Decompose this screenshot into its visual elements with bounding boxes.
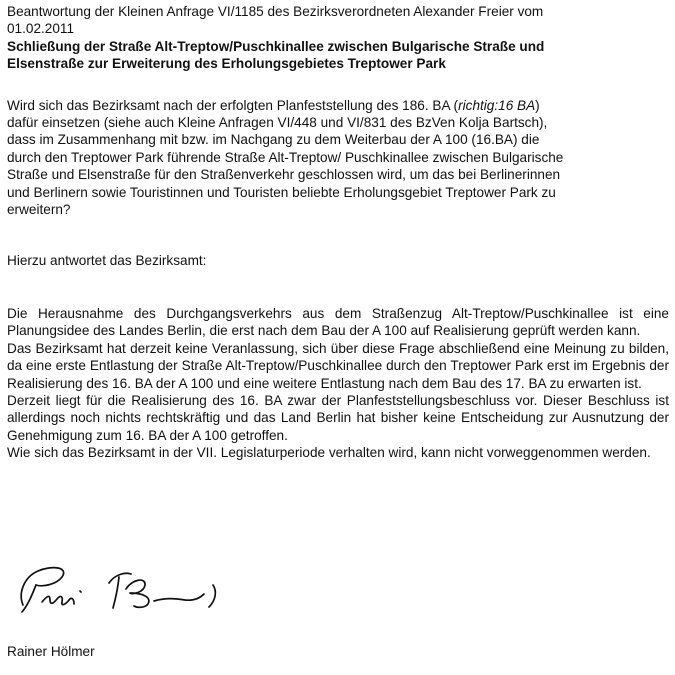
question-line: und Berlinern sowie Touristinnen und Touristen beliebte Erholungsgebiet Treptower Park zu (7, 184, 556, 200)
header (7, 3, 669, 38)
header-line-1: Beantwortung der Kleinen Anfrage VI/1185 des Bezirksverordneten Alexander Freier vom (7, 4, 544, 19)
title-line-2: Elsenstraße zur Erweiterung des Erholungsgebietes Treptower Park (7, 56, 446, 72)
answer-intro: Hierzu antwortet das Bezirksamt: (7, 253, 207, 269)
answer-paragraph: Die Herausnahme des Durchgangsverkehrs aus dem Straßenzug Alt-Treptow/Puschkinallee ist eine Planungsidee des Landes Berlin, die erst nach dem Bau der A 100 auf Realisierung geprüft werden kann. (7, 305, 669, 339)
question-line-start: Wird sich das Bezirksamt nach der erfolgten Planfeststellung des 186. BA ( (7, 97, 459, 113)
question-text (7, 97, 669, 219)
question-line: Straße und Elsenstraße für den Straßenverkehr geschlossen wird, um das bei Berlinerinnen (7, 167, 561, 183)
question-line: erweitern? (7, 202, 71, 218)
header-date: 01.02.2011 (7, 21, 75, 37)
handwritten-signature (14, 555, 224, 617)
question-line (7, 97, 669, 114)
question-line-end: ) (535, 97, 540, 113)
answer-paragraph: Derzeit liegt für die Realisierung des 16. BA zwar der Planfeststellungsbeschluss vor. Dieser Beschluss ist allerdings noch nichts rechtskräftig und das Land Berlin hat bisher keine Entscheidung zur Ausnutzung der Genehmigung zum 16. BA der A 100 getroffen. (7, 392, 669, 443)
signer-name: Rainer Hölmer (7, 644, 95, 659)
answer-paragraph: Das Bezirksamt hat derzeit keine Veranlassung, sich über diese Frage abschließend eine Meinung zu bilden, da eine erste Entlastung der Straße Alt-Treptow/Puschkinallee durch den Treptower Park erst im Ergebnis der Realisierung des 16. BA der A 100 und eine weitere Entlastung nach dem Bau des 17. BA zu erwarten ist. (7, 340, 669, 391)
title-line-1: Schließung der Straße Alt-Treptow/Puschkinallee zwischen Bulgarische Straße und (7, 38, 545, 54)
document-page (7, 3, 669, 462)
question-line: durch den Treptower Park führende Straße Alt-Treptow/ Puschkinallee zwischen Bulgarische (7, 149, 564, 165)
document-title (7, 38, 669, 73)
answer-text (7, 305, 669, 462)
answer-paragraph: Wie sich das Bezirksamt in der VII. Legislaturperiode verhalten wird, kann nicht vorweggenommen werden. (7, 445, 651, 461)
question-line: dass im Zusammenhang mit bzw. im Nachgang zu dem Weiterbau der A 100 (16.BA) die (7, 132, 540, 148)
question-line: dafür einsetzen (siehe auch Kleine Anfragen VI/448 und VI/831 des BzVen Kolja Bartsch), (7, 115, 548, 131)
question-correction: richtig:16 BA (458, 97, 536, 113)
